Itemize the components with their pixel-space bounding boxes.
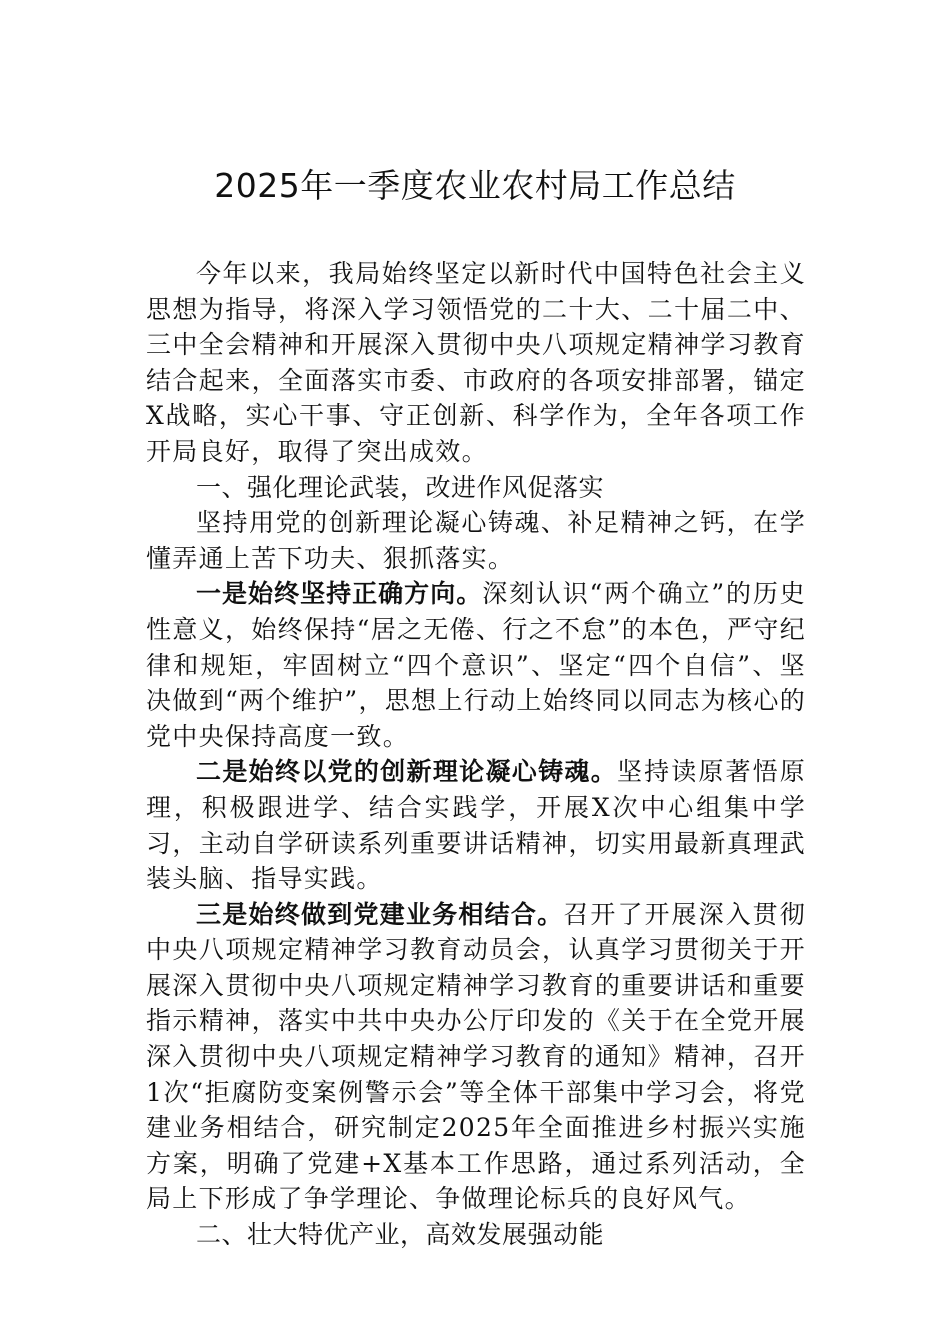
point-3-text: 召开了开展深入贯彻中央八项规定精神学习教育动员会，认真学习贯彻关于开展深入贯彻中央八项规定精神学习教育的重要讲话和重要指示精神，落实中共中央办公厅印发的《关于在全党开展深入贯彻中央八项规定精神学习教育的通知》精神，召开1次“拒腐防变案例警示会”等全体干部集中学习会，将党建业务相结合，研究制定2025年全面推进乡村振兴实施方案，明确了党建+X基本工作思路，通过系列活动，全局上下形成了争学理论、争做理论标兵的良好风气。 [146,899,806,1214]
intro-paragraph: 今年以来，我局始终坚定以新时代中国特色社会主义思想为指导，将深入学习领悟党的二十大、二十届二中、三中全会精神和开展深入贯彻中央八项规定精神学习教育结合起来，全面落实市委、市政府的各项安排部署，锚定X战略，实心干事、守正创新、科学作为，全年各项工作开局良好，取得了突出成效。 [146,259,806,466]
point-2-text: 坚持读原著悟原理，积极跟进学、结合实践学，开展X次中心组集中学习，主动自学研读系列重要讲话精神，切实用最新真理武装头脑、指导实践。 [146,757,806,894]
section-heading-2: 二、壮大特优产业，高效发展强动能 [196,1220,605,1250]
point-1-text: 深刻认识“两个确立”的历史性意义，始终保持“居之无倦、行之不怠”的本色，严守纪律和规矩，牢固树立“四个意识”、坚定“四个自信”、坚决做到“两个维护”，思想上行动上始终同以同志为核心的党中央保持高度一致。 [146,579,806,751]
document-title: 2025年一季度农业农村局工作总结 [214,166,736,205]
section-1-point-2 [146,754,806,896]
section-heading-1: 一、强化理论武装，改进作风促落实 [196,472,605,502]
section-1-point-1 [146,576,806,754]
section-1-summary: 坚持用党的创新理论凝心铸魂、补足精神之钙，在学懂弄通上苦下功夫、狠抓落实。 [146,508,806,573]
point-2-lead: 二是始终以党的创新理论凝心铸魂。 [196,757,618,787]
document-body [146,256,806,1253]
point-3-lead: 三是始终做到党建业务相结合。 [196,899,564,929]
section-1-point-3 [146,897,806,1217]
point-1-lead: 一是始终坚持正确方向。 [196,579,483,609]
